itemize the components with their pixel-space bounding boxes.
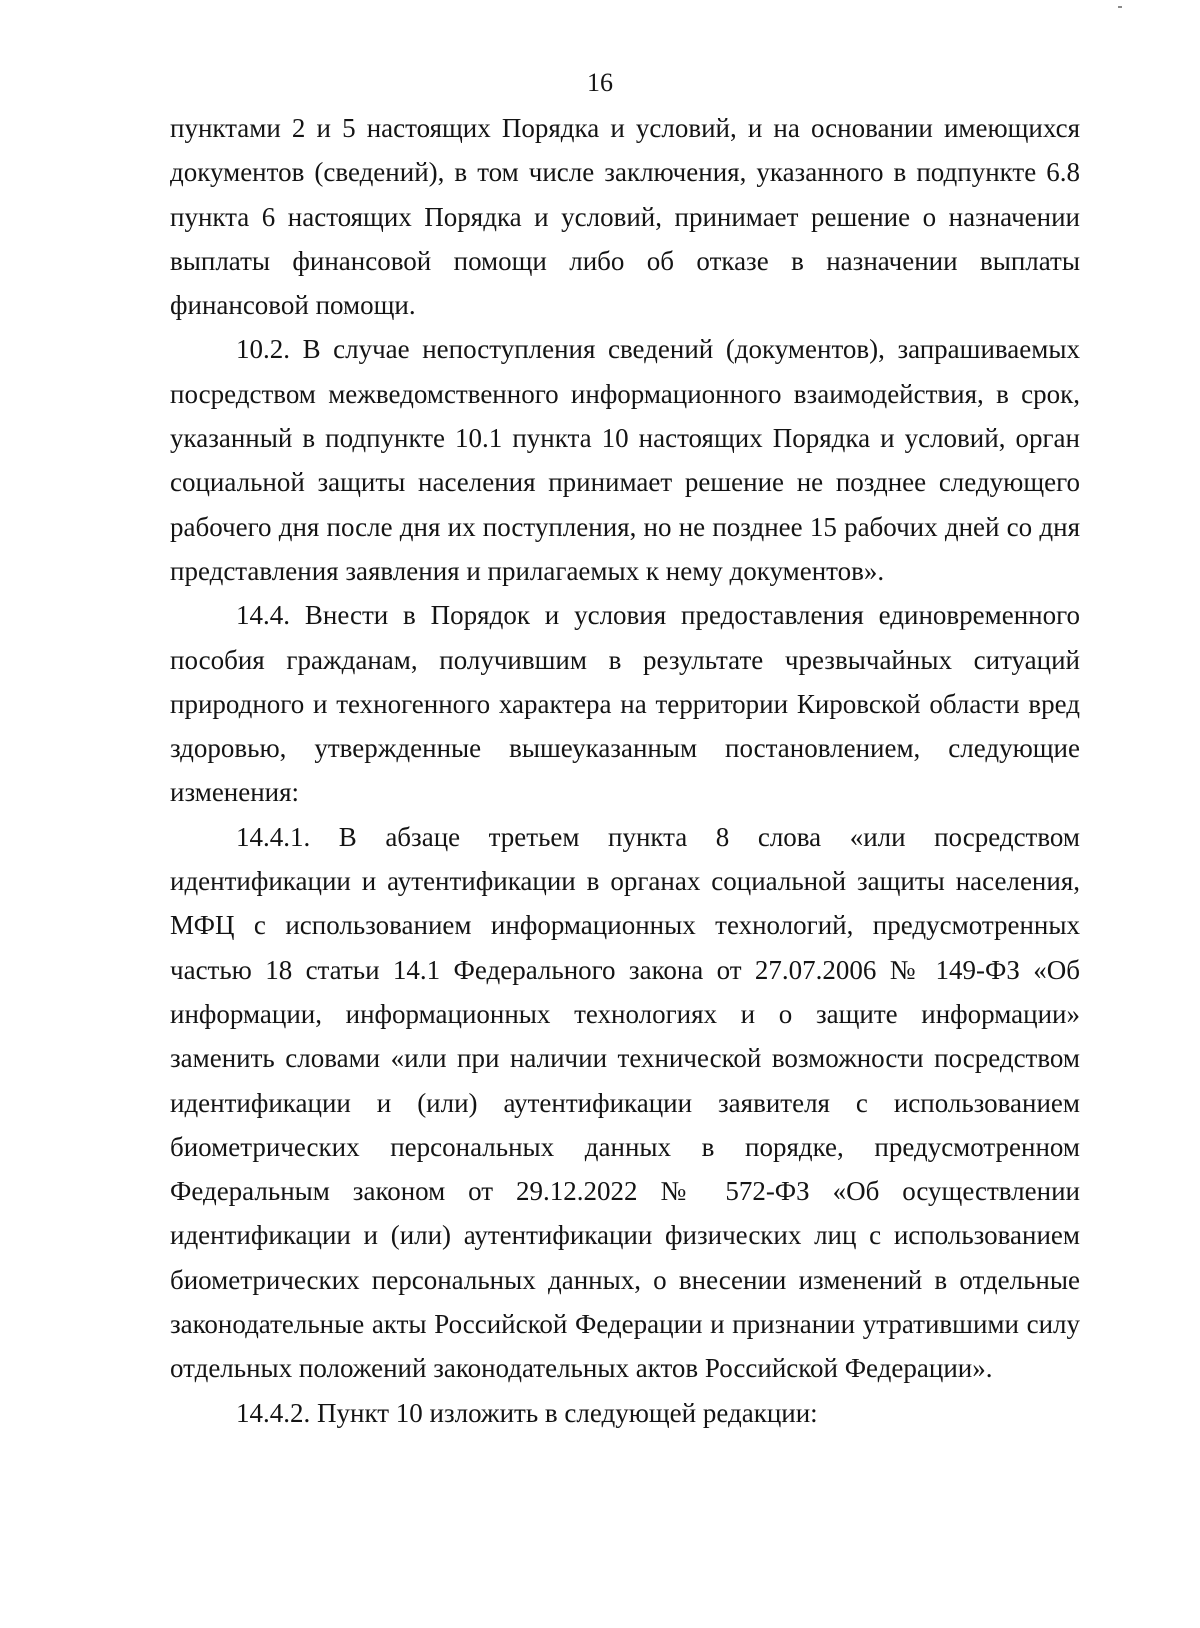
paragraph-14-4-1: 14.4.1. В абзаце третьем пункта 8 слова «или посредством идентификации и аутентификации в органах социальной защиты населения, МФЦ с использованием информационных технологий, предусмотренных частью 18 статьи 14.1 Федерального закона от 27.07.2006 № 149-ФЗ «Об информации, информационных технологиях и о защите информации» заменить словами «или при наличии технической возможности посредством идентификации и (или) аутентификации заявителя с использованием биометрических персональных данных в порядке, предусмотренном Федеральным законом от 29.12.2022 № 572-ФЗ «Об осуществлении идентификации и (или) аутентификации физических лиц с использованием биометрических персональных данных, о внесении изменений в отдельные законодательные акты Российской Федерации и признании утратившими силу отдельных положений законодательных актов Российской Федерации». (170, 821, 1080, 1384)
document-body (170, 106, 1080, 1435)
paragraph-14-4-2: 14.4.2. Пункт 10 изложить в следующей редакции: (236, 1397, 818, 1428)
paragraph-continuation: пунктами 2 и 5 настоящих Порядка и условий, и на основании имеющихся документов (сведений), в том числе заключения, указанного в подпункте 6.8 пункта 6 настоящих Порядка и условий, принимает решение о назначении выплаты финансовой помощи либо об отказе в назначении выплаты финансовой помощи. (170, 113, 1080, 321)
scan-artifact (1118, 6, 1122, 8)
page-number: 16 (587, 68, 613, 97)
paragraph-10-2: 10.2. В случае непоступления сведений (документов), запрашиваемых посредством межведомственного информационного взаимодействия, в срок, указанный в подпункте 10.1 пункта 10 настоящих Порядка и условий, орган социальной защиты населения принимает решение не позднее следующего рабочего дня после дня их поступления, но не позднее 15 рабочих дней со дня представления заявления и прилагаемых к нему документов». (170, 334, 1080, 586)
paragraph-14-4: 14.4. Внести в Порядок и условия предоставления единовременного пособия гражданам, получившим в результате чрезвычайных ситуаций природного и техногенного характера на территории Кировской области вред здоровью, утвержденные вышеуказанным постановлением, следующие изменения: (170, 600, 1080, 808)
